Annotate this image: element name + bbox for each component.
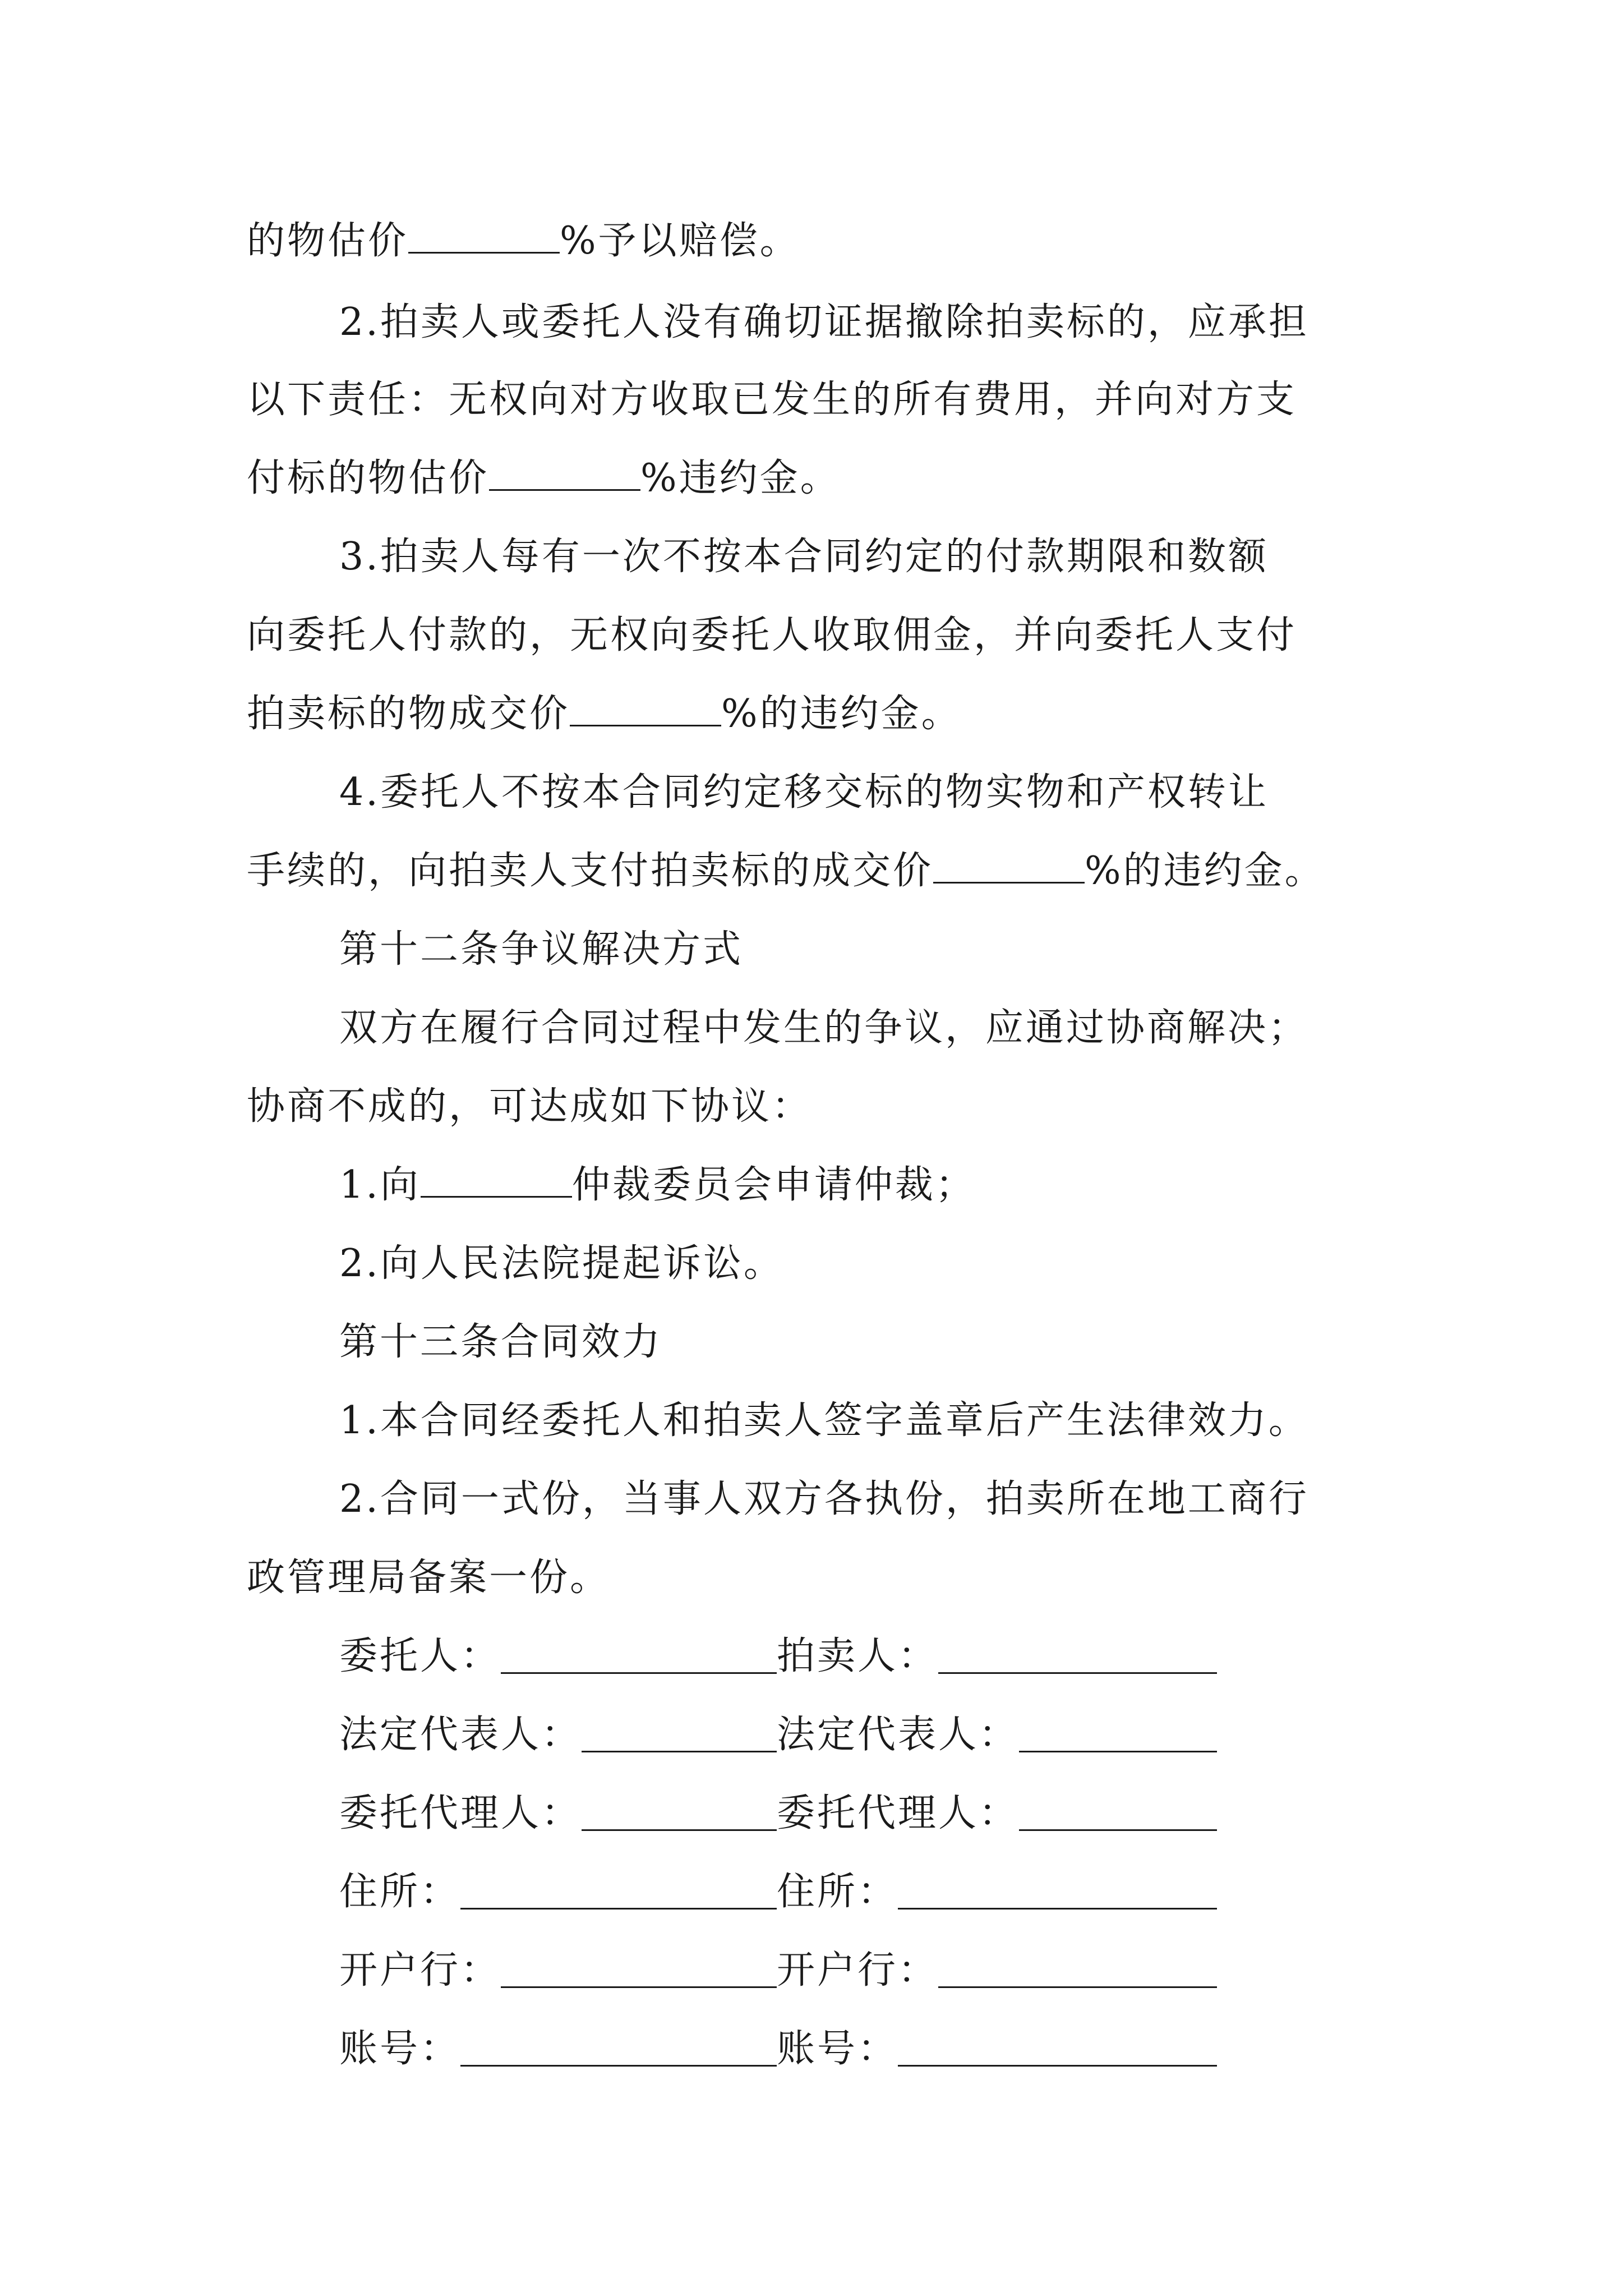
paragraph-line [247,846,1325,896]
signature-left [339,1867,777,1917]
signature-blank [938,1953,1217,1988]
paragraph-line: 政管理局备案一份。 [247,1556,611,1600]
text-segment: %的违约金。 [721,692,962,736]
signature-row [339,1788,1217,1839]
fill-blank [933,848,1085,884]
signature-label: 委托代理人： [339,1791,582,1835]
fill-blank [570,691,721,726]
article-heading: 第十二条争议解决方式 [339,927,744,972]
fill-blank [408,218,560,254]
signature-blank [1019,1796,1217,1831]
signature-left [339,1631,777,1682]
list-item [339,1160,976,1211]
paragraph-line: 4.委托人不按本合同约定移交标的物实物和产权转让 [339,770,1269,815]
signature-left [339,1710,777,1760]
text-segment: 付标的物估价 [247,456,490,500]
signature-row [339,2024,1217,2074]
signature-label: 账号： [777,2027,898,2071]
signature-label: 开户行： [339,1948,501,1993]
signature-label: 开户行： [777,1948,939,1993]
fill-blank [421,1162,572,1198]
text-segment: %予以赔偿。 [560,219,800,263]
paragraph-line: 3.拍卖人每有一次不按本合同约定的付款期限和数额 [339,535,1269,579]
signature-blank [460,2031,777,2067]
signature-right [777,1710,1217,1760]
signature-blank [582,1717,777,1752]
signature-right [777,1945,1217,1996]
signature-right [777,1788,1217,1839]
text-segment: 仲裁委员会申请仲裁； [571,1163,976,1207]
signature-right [777,1631,1217,1682]
list-item: 2.合同一式份，当事人双方各执份，拍卖所在地工商行 [339,1477,1309,1521]
signature-label: 拍卖人： [777,1634,939,1678]
article-heading: 第十三条合同效力 [339,1320,663,1364]
signature-label: 住所： [339,1870,461,1914]
signature-right [777,2024,1217,2074]
signature-blank [501,1953,777,1988]
signature-label: 法定代表人： [339,1713,582,1757]
text-segment: %的违约金。 [1085,849,1325,893]
signature-blank [898,2031,1217,2067]
fill-blank [489,455,640,491]
signature-label: 住所： [777,1870,898,1914]
signature-blank [582,1796,777,1831]
paragraph-line: 协商不成的，可达成如下协议： [247,1084,813,1129]
signature-blank [898,1874,1217,1910]
signature-left [339,1945,777,1996]
signature-label: 法定代表人： [777,1713,1020,1757]
paragraph-line: 以下责任：无权向对方收取已发生的所有费用，并向对方支 [247,378,1297,422]
text-segment: 的物估价 [247,219,409,263]
signature-left [339,1788,777,1839]
signature-row [339,1867,1217,1917]
signature-blank [1019,1717,1217,1752]
signature-label: 委托代理人： [777,1791,1020,1835]
signature-right [777,1867,1217,1917]
text-segment: %违约金。 [640,456,841,500]
text-segment: 手续的，向拍卖人支付拍卖标的成交价 [247,849,934,893]
signature-label: 委托人： [339,1634,501,1678]
paragraph-line [247,216,800,266]
signature-row [339,1710,1217,1760]
list-item: 2.向人民法院提起诉讼。 [339,1241,784,1286]
signature-blank [460,1874,777,1910]
list-item: 1.本合同经委托人和拍卖人签字盖章后产生法律效力。 [339,1398,1309,1443]
signature-row [339,1631,1217,1682]
paragraph-line: 2.拍卖人或委托人没有确切证据撤除拍卖标的，应承担 [339,300,1309,344]
text-segment: 拍卖标的物成交价 [247,692,570,736]
signature-blank [501,1639,777,1674]
paragraph-line [247,689,962,739]
paragraph-line: 双方在履行合同过程中发生的争议，应通过协商解决； [339,1006,1309,1050]
signature-left [339,2024,777,2074]
signature-label: 账号： [339,2027,461,2071]
signature-blank [938,1639,1217,1674]
paragraph-line [247,453,841,504]
signature-row [339,1945,1217,1996]
paragraph-line: 向委托人付款的，无权向委托人收取佣金，并向委托人支付 [247,613,1297,657]
text-segment: 1.向 [339,1163,421,1207]
